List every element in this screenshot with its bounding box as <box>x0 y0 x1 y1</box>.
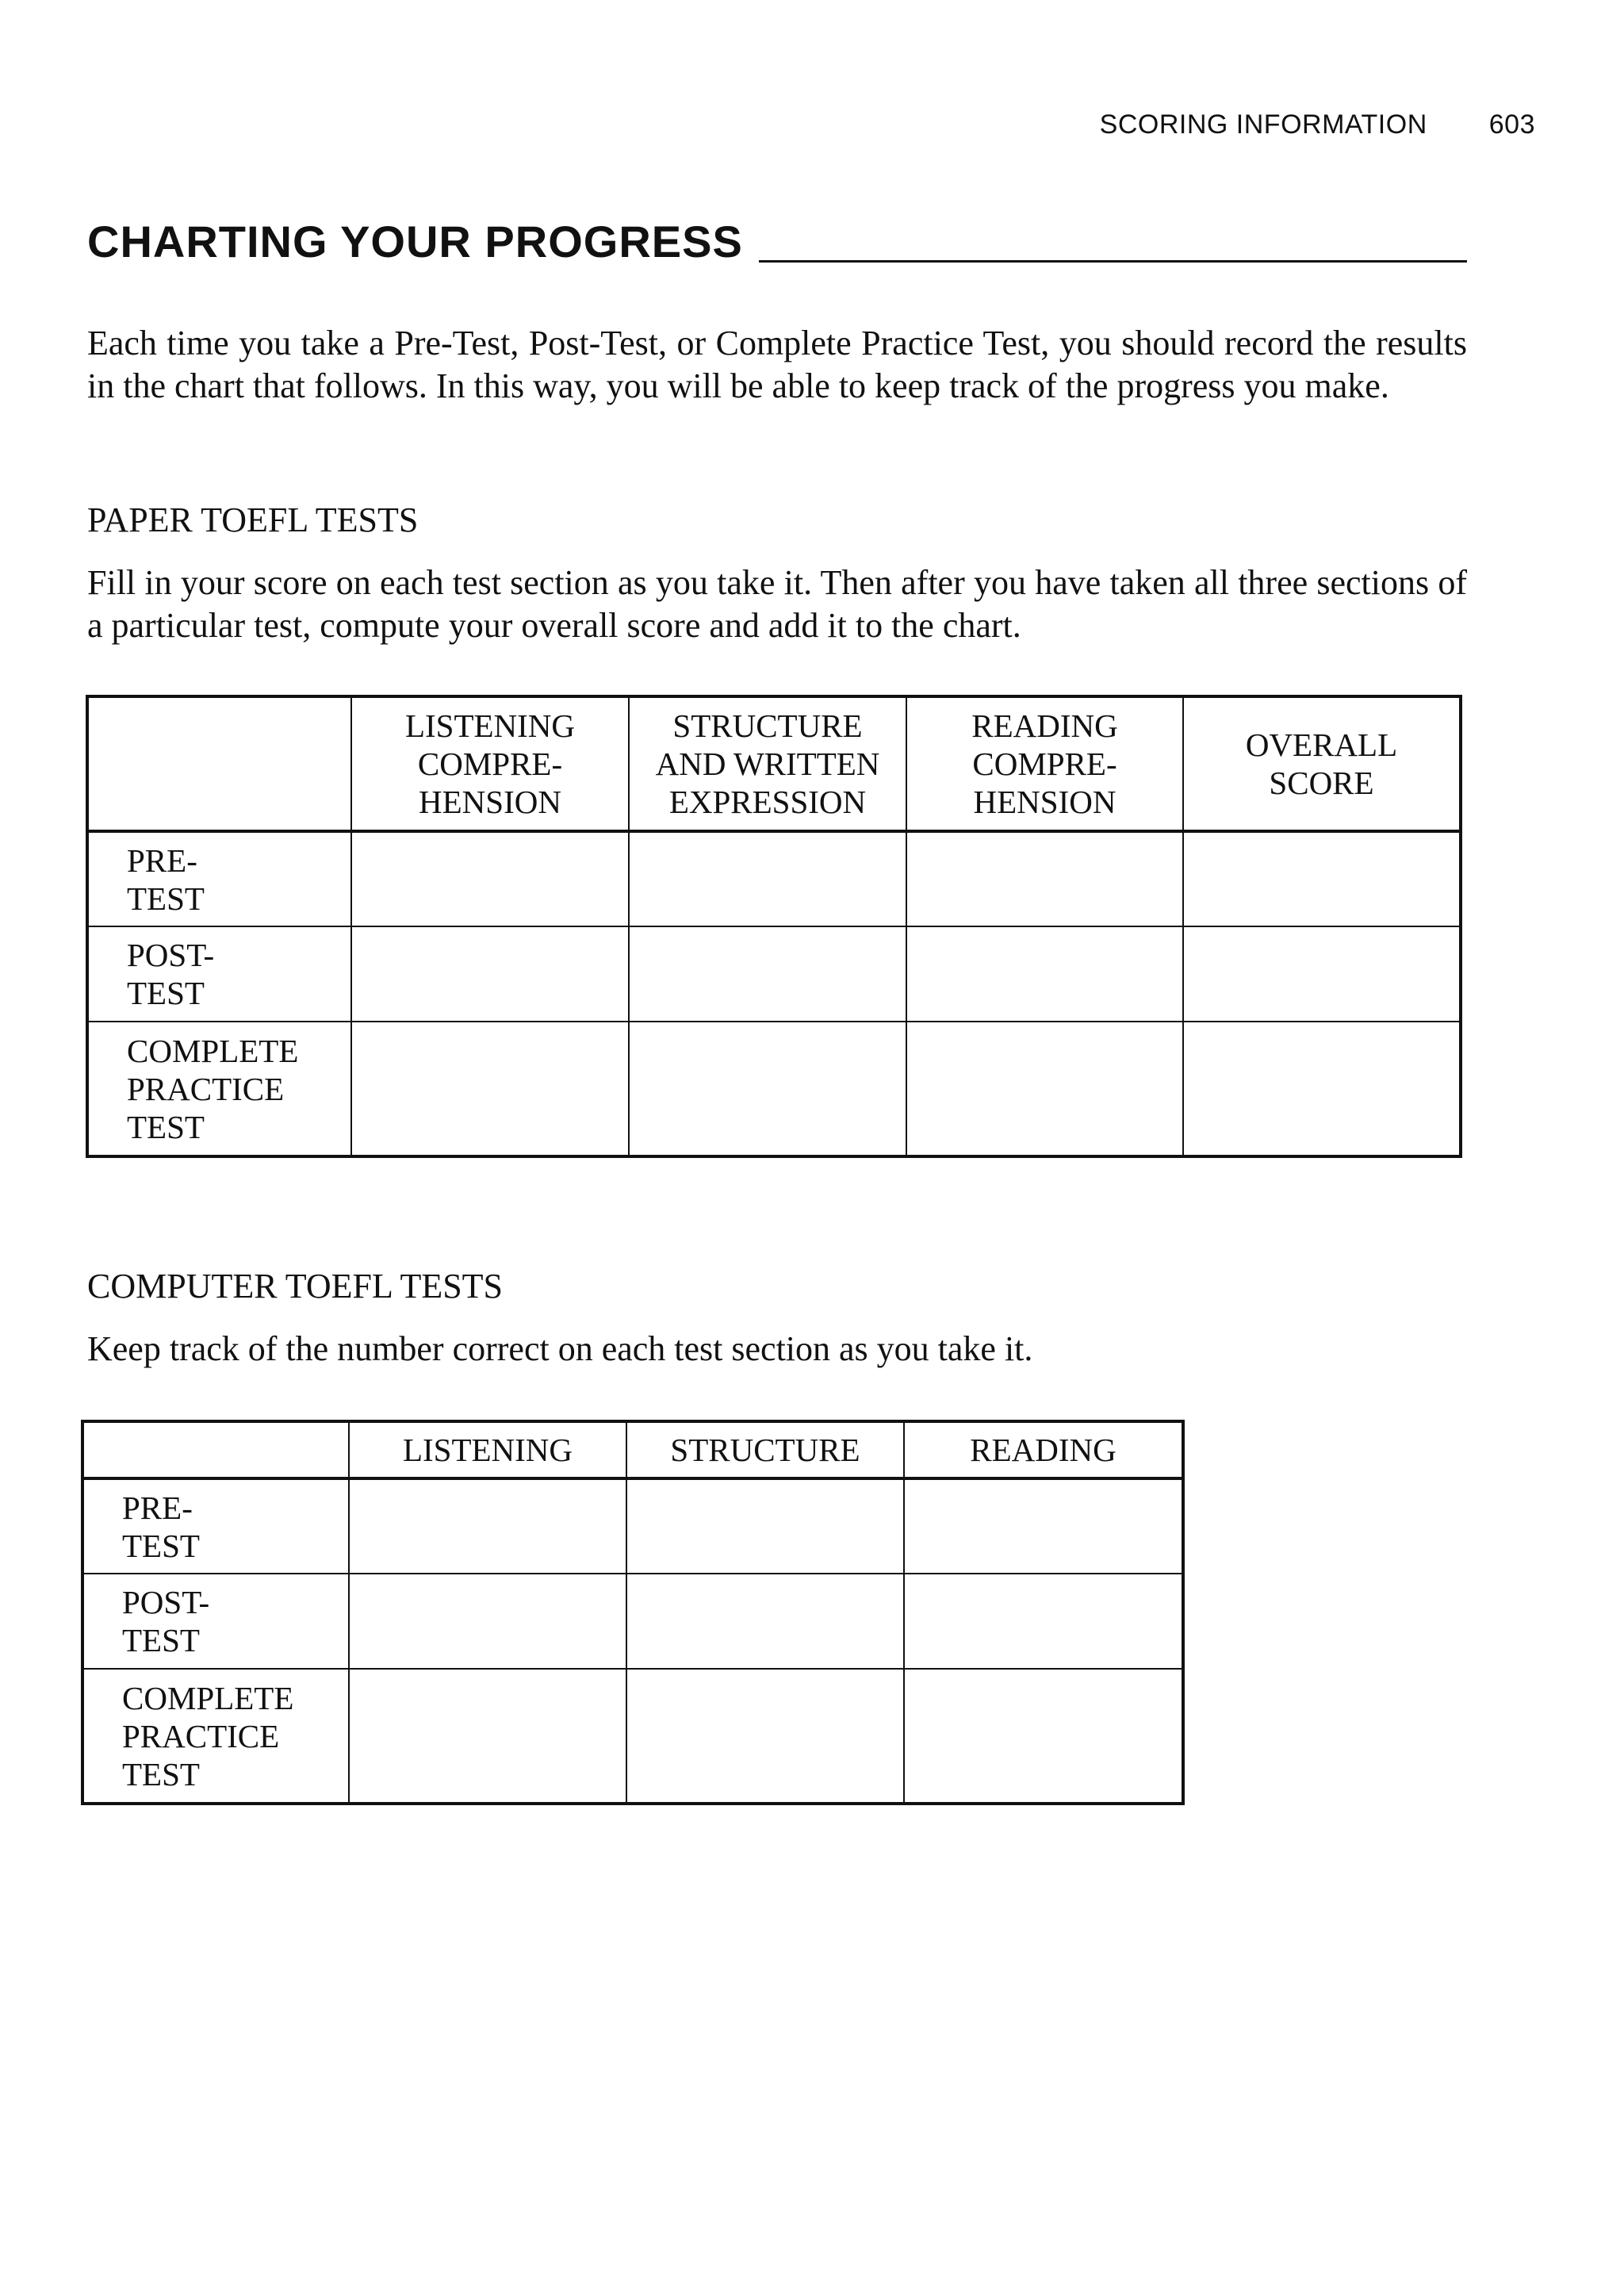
row-label-pre-test: PRE- TEST <box>82 1478 349 1574</box>
col-header-overall: OVERALL SCORE <box>1183 696 1461 831</box>
table-row <box>87 926 1461 1022</box>
intro-paragraph: Each time you take a Pre-Test, Post-Test, or Complete Practice Test, you should record the results in the chart that follows. In this way, you will be able to keep track of the progress you make. <box>87 324 1467 405</box>
col-header-listening: LISTENING <box>349 1421 626 1478</box>
table-row <box>82 1574 1183 1669</box>
page-number: 603 <box>1488 109 1535 140</box>
table-header-row <box>87 696 1461 831</box>
col-header-reading: READING COMPRE- HENSION <box>906 696 1183 831</box>
row-label-complete-practice-test: COMPLETE PRACTICE TEST <box>82 1669 349 1804</box>
running-title: SCORING INFORMATION <box>1099 109 1427 140</box>
header-blank-cell <box>82 1421 349 1478</box>
score-cell[interactable] <box>1183 1022 1461 1156</box>
score-cell[interactable] <box>349 1574 626 1669</box>
score-cell[interactable] <box>351 926 629 1022</box>
score-cell[interactable] <box>1183 831 1461 926</box>
score-cell[interactable] <box>626 1574 904 1669</box>
score-cell[interactable] <box>904 1478 1183 1574</box>
table-row <box>82 1669 1183 1804</box>
score-cell[interactable] <box>351 831 629 926</box>
score-cell[interactable] <box>629 926 906 1022</box>
section-heading <box>87 216 1467 267</box>
score-cell[interactable] <box>904 1574 1183 1669</box>
score-cell[interactable] <box>629 831 906 926</box>
computer-heading: COMPUTER TOEFL TESTS <box>87 1267 504 1306</box>
section-title: CHARTING YOUR PROGRESS <box>87 217 743 266</box>
table-header-row <box>82 1421 1183 1478</box>
heading-rule <box>759 260 1467 263</box>
row-label-complete-practice-test: COMPLETE PRACTICE TEST <box>87 1022 351 1156</box>
header-blank-cell <box>87 696 351 831</box>
col-header-listening: LISTENING COMPRE- HENSION <box>351 696 629 831</box>
col-header-structure: STRUCTURE AND WRITTEN EXPRESSION <box>629 696 906 831</box>
paper-instructions: Fill in your score on each test section as you take it. Then after you have taken all three sections of a particular test, compute your overall score and add it to the chart. <box>87 563 1467 645</box>
table-row <box>87 831 1461 926</box>
score-cell[interactable] <box>351 1022 629 1156</box>
score-cell[interactable] <box>349 1478 626 1574</box>
score-cell[interactable] <box>904 1669 1183 1804</box>
computer-score-table <box>81 1420 1185 1805</box>
running-header <box>1100 109 1535 140</box>
score-cell[interactable] <box>906 926 1183 1022</box>
paper-score-table <box>86 695 1462 1158</box>
table-row <box>82 1478 1183 1574</box>
score-cell[interactable] <box>1183 926 1461 1022</box>
computer-instructions: Keep track of the number correct on each test section as you take it. <box>87 1329 1033 1368</box>
row-label-pre-test: PRE- TEST <box>87 831 351 926</box>
score-cell[interactable] <box>629 1022 906 1156</box>
col-header-structure: STRUCTURE <box>626 1421 904 1478</box>
row-label-post-test: POST- TEST <box>87 926 351 1022</box>
score-cell[interactable] <box>626 1669 904 1804</box>
row-label-post-test: POST- TEST <box>82 1574 349 1669</box>
col-header-reading: READING <box>904 1421 1183 1478</box>
score-cell[interactable] <box>349 1669 626 1804</box>
table-row <box>87 1022 1461 1156</box>
score-cell[interactable] <box>906 831 1183 926</box>
score-cell[interactable] <box>626 1478 904 1574</box>
score-cell[interactable] <box>906 1022 1183 1156</box>
paper-heading: PAPER TOEFL TESTS <box>87 500 419 539</box>
